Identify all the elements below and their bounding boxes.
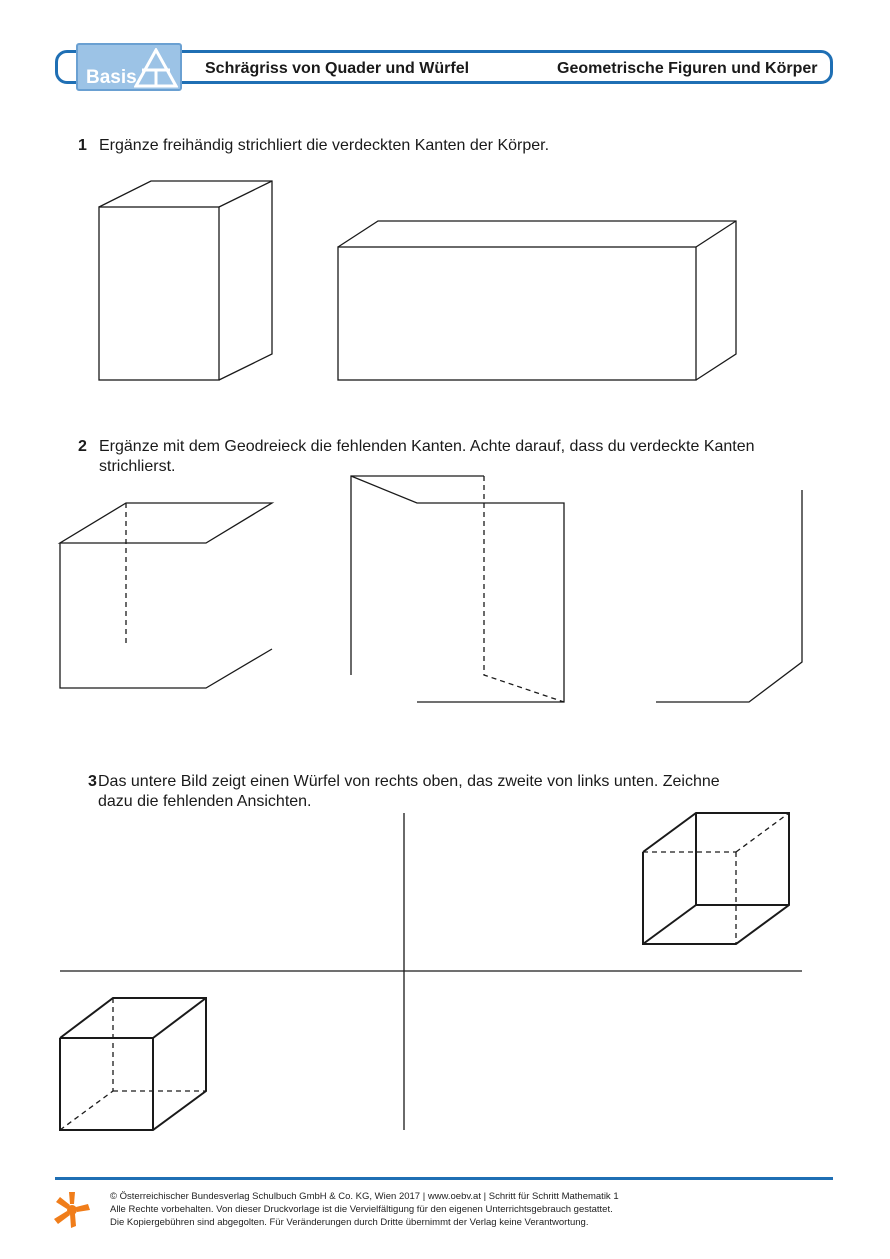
task2-figure-b bbox=[351, 476, 564, 702]
chapter-title: Geometrische Figuren und Körper bbox=[557, 60, 818, 77]
task-number: 1 bbox=[78, 137, 87, 154]
badge-label: Basis bbox=[86, 67, 137, 88]
publisher-logo-icon bbox=[52, 1190, 92, 1230]
task-text-line2: strichlierst. bbox=[99, 458, 176, 475]
footer-line-3: Die Kopiergebühren sind abgegolten. Für Veränderungen durch Dritte übernimmt der Verlag keine Verantwortung. bbox=[110, 1217, 589, 1228]
task2-figure-a bbox=[60, 503, 272, 688]
task3-axes bbox=[60, 813, 802, 1130]
footer-line-2: Alle Rechte vorbehalten. Von dieser Druckvorlage ist die Vervielfältigung für den eigenen Unterrichtsgebrauch gestattet. bbox=[110, 1204, 613, 1215]
task1-wide-box bbox=[338, 221, 736, 380]
task3-cube-top-right bbox=[643, 813, 789, 944]
task3-cube-bottom-left bbox=[60, 998, 206, 1130]
task-number: 3 bbox=[88, 773, 97, 790]
task2-figure-c bbox=[656, 490, 802, 702]
task-text-line2: dazu die fehlenden Ansichten. bbox=[98, 793, 312, 810]
footer-line-1: © Österreichischer Bundesverlag Schulbuch GmbH & Co. KG, Wien 2017 | www.oebv.at | Schritt für Schritt Mathematik 1 bbox=[110, 1191, 619, 1202]
task-text: Ergänze freihändig strichliert die verdeckten Kanten der Körper. bbox=[99, 137, 550, 154]
page-title: Schrägriss von Quader und Würfel bbox=[205, 60, 470, 77]
task-text-line1: Ergänze mit dem Geodreieck die fehlenden Kanten. Achte darauf, dass du verdeckte Kanten bbox=[99, 438, 755, 455]
footer-text bbox=[110, 1190, 619, 1229]
task-text-line1: Das untere Bild zeigt einen Würfel von rechts oben, das zweite von links unten. Zeichne bbox=[98, 773, 720, 790]
task-number: 2 bbox=[78, 438, 87, 455]
task1-tall-box bbox=[99, 181, 272, 380]
footer-divider bbox=[55, 1177, 833, 1180]
